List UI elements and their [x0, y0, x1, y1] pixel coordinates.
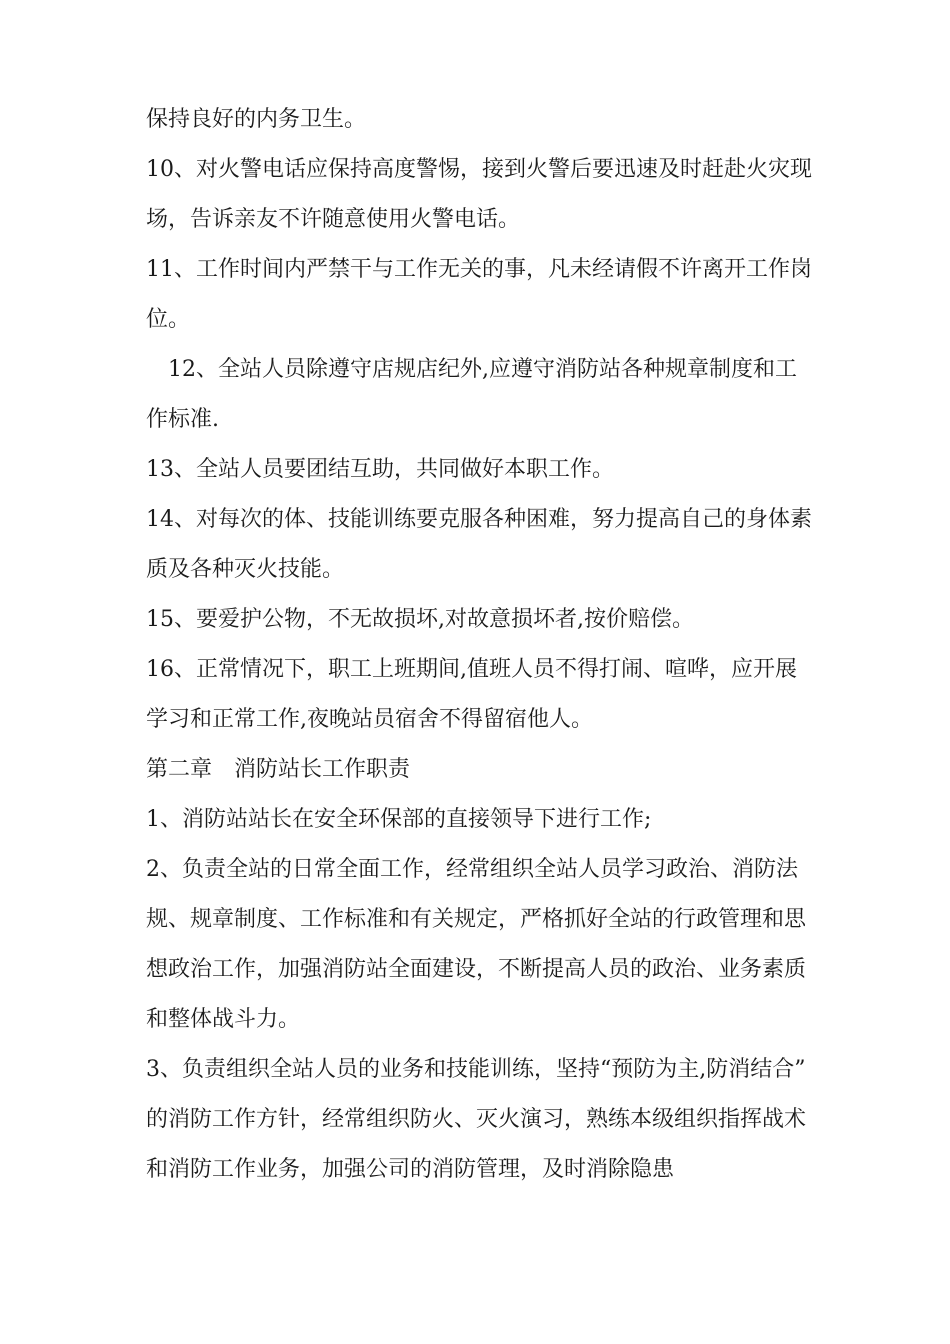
paragraph-line: 13、全站人员要团结互助，共同做好本职工作。 [146, 457, 614, 482]
paragraph-line: 场，告诉亲友不许随意使用火警电话。 [146, 207, 521, 232]
chapter-heading: 第二章 消防站长工作职责 [146, 757, 411, 782]
paragraph-line: 想政治工作，加强消防站全面建设，不断提高人员的政治、业务素质 [146, 957, 807, 982]
paragraph-line: 3、负责组织全站人员的业务和技能训练，坚持“预防为主,防消结合” [146, 1057, 806, 1082]
paragraph-line: 12、全站人员除遵守店规店纪外,应遵守消防站各种规章制度和工 [168, 357, 797, 382]
paragraph-line: 11、工作时间内严禁干与工作无关的事，凡未经请假不许离开工作岗 [146, 257, 812, 282]
paragraph-line: 15、要爱护公物，不无故损坏,对故意损坏者,按价赔偿。 [146, 607, 694, 632]
paragraph-line: 和整体战斗力。 [146, 1007, 301, 1032]
paragraph-line: 规、规章制度、工作标准和有关规定，严格抓好全站的行政管理和思 [146, 907, 807, 932]
paragraph-line: 质及各种灭火技能。 [146, 557, 345, 582]
paragraph-line: 10、对火警电话应保持高度警惕，接到火警后要迅速及时赶赴火灾现 [146, 157, 812, 182]
paragraph-line: 16、正常情况下，职工上班期间,值班人员不得打闹、喧哗，应开展 [146, 657, 797, 682]
paragraph-line: 学习和正常工作,夜晚站员宿舍不得留宿他人。 [146, 707, 593, 732]
paragraph-line: 2、负责全站的日常全面工作，经常组织全站人员学习政治、消防法 [146, 857, 798, 882]
paragraph-line: 14、对每次的体、技能训练要克服各种困难，努力提高自己的身体素 [146, 507, 812, 532]
paragraph-line: 1、消防站站长在安全环保部的直接领导下进行工作; [146, 807, 652, 832]
paragraph-line: 的消防工作方针，经常组织防火、灭火演习，熟练本级组织指挥战术 [146, 1107, 807, 1132]
paragraph-line: 作标准. [146, 407, 219, 432]
paragraph-line: 和消防工作业务，加强公司的消防管理，及时消除隐患 [146, 1157, 675, 1182]
paragraph-line: 保持良好的内务卫生。 [146, 107, 367, 132]
paragraph-line: 位。 [146, 307, 191, 332]
